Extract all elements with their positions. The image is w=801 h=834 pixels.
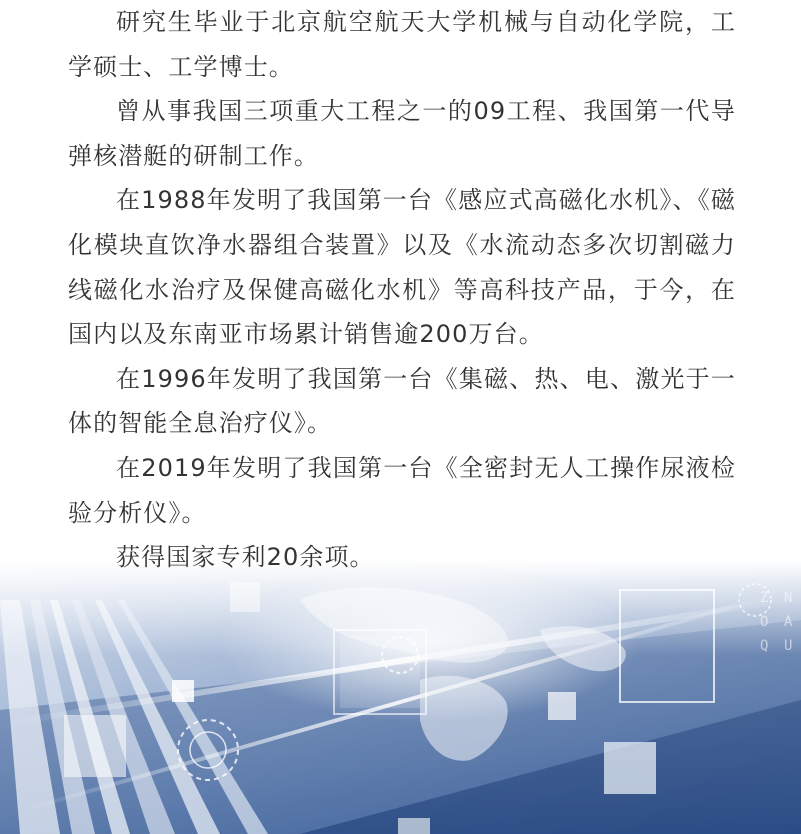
- paragraph-career: 曾从事我国三项重大工程之一的09工程、我国第一代导弹核潜艇的研制工作。: [68, 97, 736, 170]
- paragraph-patents: 获得国家专利20余项。: [116, 543, 375, 572]
- tech-background-art: [0, 560, 801, 834]
- paragraph-invention-1988: 在1988年发明了我国第一台《感应式高磁化水机》、《磁化模块直饮净水器组合装置》以及《水流动态多次切割磁力线磁化水治疗及保健高磁化水机》等高科技产品，于今，在国内以及东南亚市场累计销售逾200万台。: [68, 186, 736, 349]
- paragraph-invention-2019: 在2019年发明了我国第一台《全密封无人工操作尿液检验分析仪》。: [68, 453, 736, 527]
- paragraph-education: 研究生毕业于北京航空航天大学机械与自动化学院，工学硕士、工学博士。: [68, 8, 736, 81]
- article-body: [68, 0, 736, 580]
- art-top-fade: [0, 560, 801, 834]
- paragraph-invention-1996: 在1996年发明了我国第一台《集磁、热、电、激光于一体的智能全息治疗仪》。: [68, 364, 736, 438]
